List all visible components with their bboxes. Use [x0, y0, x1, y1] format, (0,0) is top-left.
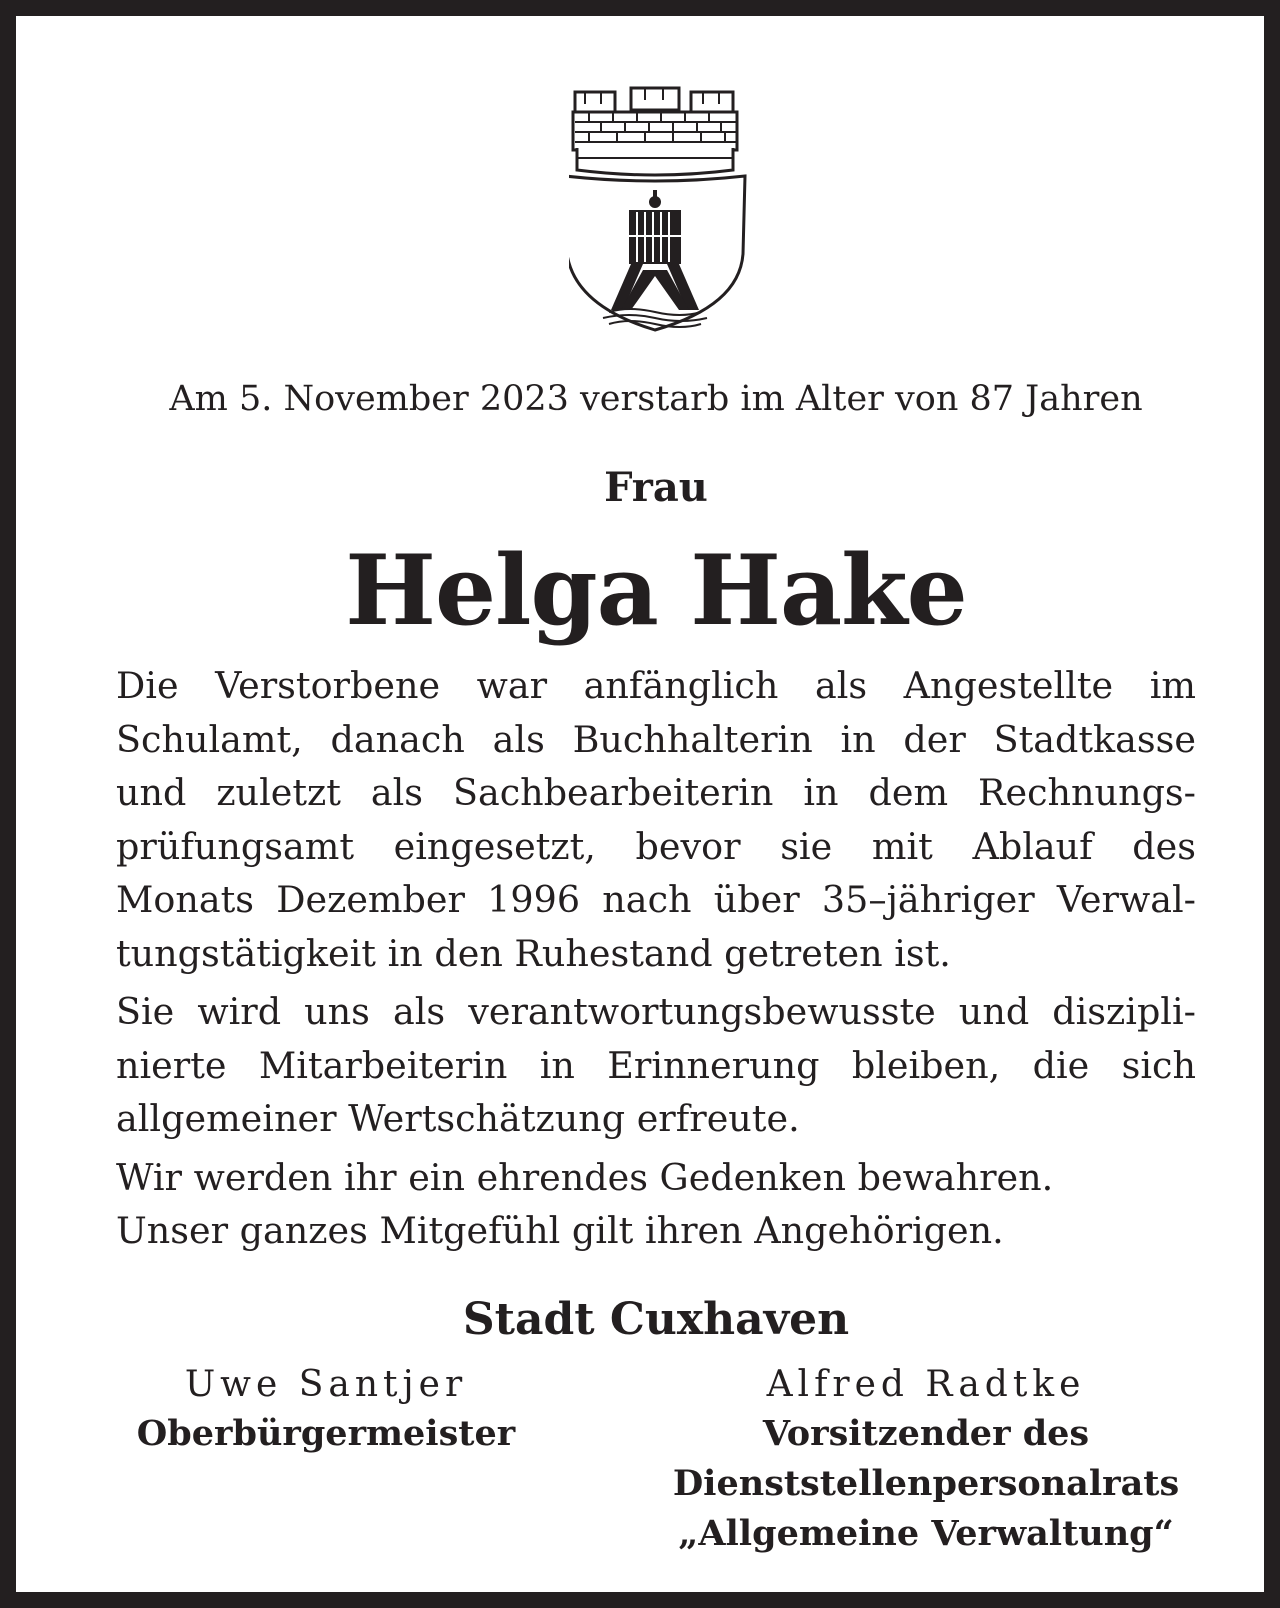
body-line: Die Verstorbene war anfänglich als Angestellte im: [116, 664, 1196, 707]
signatory-name: Uwe Santjer: [184, 1364, 468, 1405]
signatory-role: „Allgemeine Verwaltung“: [678, 1513, 1174, 1554]
body-line: Sie wird uns als verantwortungsbewusste und diszipli-: [116, 990, 1196, 1033]
signatory-role: Dienststellenpersonalrats: [672, 1463, 1180, 1504]
cuxhaven-coat-of-arms-icon: [569, 84, 749, 334]
salutation: Frau: [604, 464, 708, 511]
signatory-mayor: [126, 1361, 526, 1459]
body-line: tungstätigkeit in den Ruhestand getreten ist.: [116, 931, 951, 975]
body-line: Wir werden ihr ein ehrendes Gedenken bewahren.: [116, 1155, 1054, 1199]
signatory-name: Alfred Radtke: [766, 1364, 1086, 1405]
paragraph-career: [116, 659, 1196, 980]
signatory-role: Oberbürgermeister: [136, 1413, 516, 1454]
city-signoff: Stadt Cuxhaven: [462, 1294, 850, 1345]
body-line: Schulamt, danach als Buchhalterin in der Stadtkasse: [116, 717, 1196, 761]
body-line: allgemeiner Wertschätzung erfreute.: [116, 1097, 800, 1140]
obituary-body: [116, 659, 1196, 1258]
death-announcement-intro: Am 5. November 2023 verstarb im Alter von 87 Jahren: [169, 379, 1143, 419]
signatory-role: Vorsitzender des: [762, 1413, 1090, 1454]
paragraph-condolence: [116, 1151, 1196, 1258]
signatory-staff-council: [656, 1361, 1196, 1559]
body-line: nierte Mitarbeiterin in Erinnerung bleiben, die sich: [116, 1043, 1196, 1087]
body-line: prüfungsamt eingesetzt, bevor sie mit Ablauf des: [116, 824, 1196, 868]
body-line: und zuletzt als Sachbearbeiterin in dem Rechnungs-: [116, 771, 1196, 814]
paragraph-tribute: [116, 985, 1196, 1146]
body-line: Unser ganzes Mitgefühl gilt ihren Angehörigen.: [116, 1209, 1004, 1252]
deceased-name: Helga Hake: [345, 534, 967, 647]
body-line: Monats Dezember 1996 nach über 35–jähriger Verwal-: [116, 878, 1196, 921]
